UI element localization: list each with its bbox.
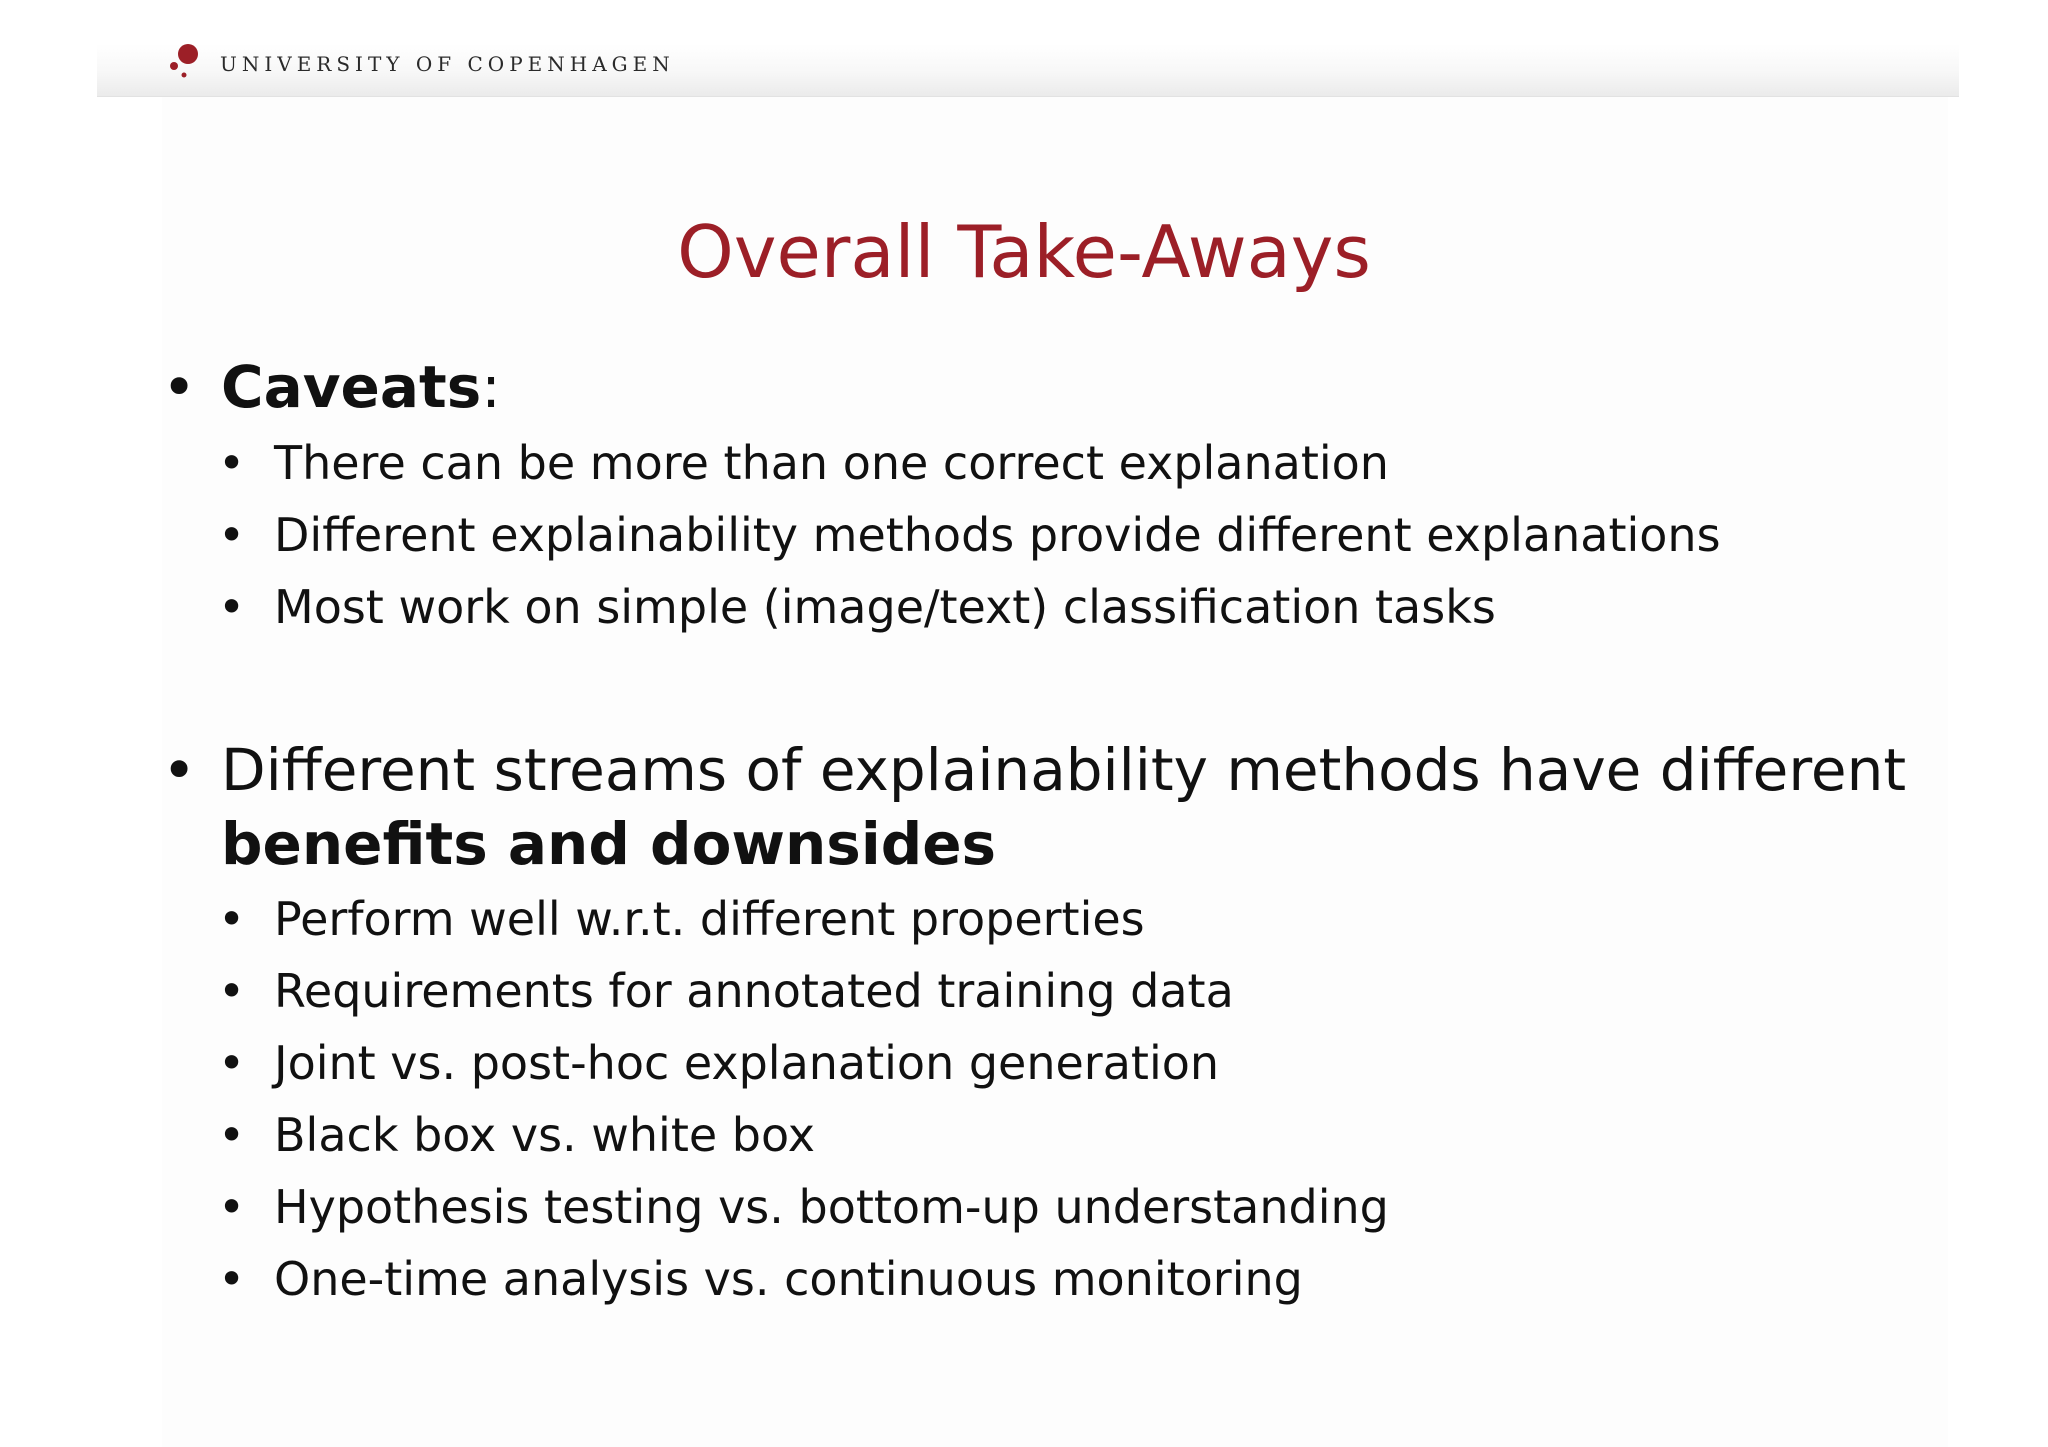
slide-title: Overall Take-Aways — [677, 210, 1371, 294]
university-seal-icon — [168, 42, 204, 84]
bullet-icon: • — [162, 353, 197, 421]
list-item — [218, 1106, 815, 1164]
list-item — [218, 434, 1389, 492]
list-item-text: Perform well w.r.t. different properties — [274, 892, 1145, 946]
bullet-icon: • — [162, 736, 197, 804]
bullet-icon: • — [218, 508, 246, 562]
bullet-icon: • — [218, 892, 246, 946]
section-heading-caveats — [162, 350, 501, 424]
section-heading-streams — [162, 733, 1907, 878]
heading-line-1: Different streams of explainability methods have different — [221, 736, 1907, 804]
heading-suffix: : — [481, 353, 501, 421]
bullet-icon: • — [218, 1036, 246, 1090]
heading-bold-text: Caveats — [221, 353, 482, 421]
list-item-text: Different explainability methods provide different explanations — [274, 508, 1721, 562]
list-item-text: There can be more than one correct explanation — [274, 436, 1389, 490]
list-item — [218, 962, 1234, 1020]
list-item-text: Joint vs. post-hoc explanation generation — [274, 1036, 1220, 1090]
bullet-icon: • — [218, 964, 246, 1018]
list-item — [218, 578, 1496, 636]
list-item-text: Hypothesis testing vs. bottom-up understanding — [274, 1180, 1389, 1234]
heading-line-2-bold: benefits and downsides — [221, 810, 997, 878]
list-item — [218, 890, 1145, 948]
list-item — [218, 506, 1721, 564]
bullet-icon: • — [218, 580, 246, 634]
list-item — [218, 1178, 1389, 1236]
bullet-icon: • — [218, 436, 246, 490]
list-item-text: One-time analysis vs. continuous monitoring — [274, 1252, 1303, 1306]
bullet-icon: • — [218, 1252, 246, 1306]
list-item-text: Most work on simple (image/text) classification tasks — [274, 580, 1496, 634]
institution-name: UNIVERSITY OF COPENHAGEN — [220, 52, 675, 76]
list-item-text: Requirements for annotated training data — [274, 964, 1234, 1018]
list-item-text: Black box vs. white box — [274, 1108, 815, 1162]
bullet-icon: • — [218, 1108, 246, 1162]
bullet-icon: • — [218, 1180, 246, 1234]
list-item — [218, 1250, 1303, 1308]
list-item — [218, 1034, 1220, 1092]
